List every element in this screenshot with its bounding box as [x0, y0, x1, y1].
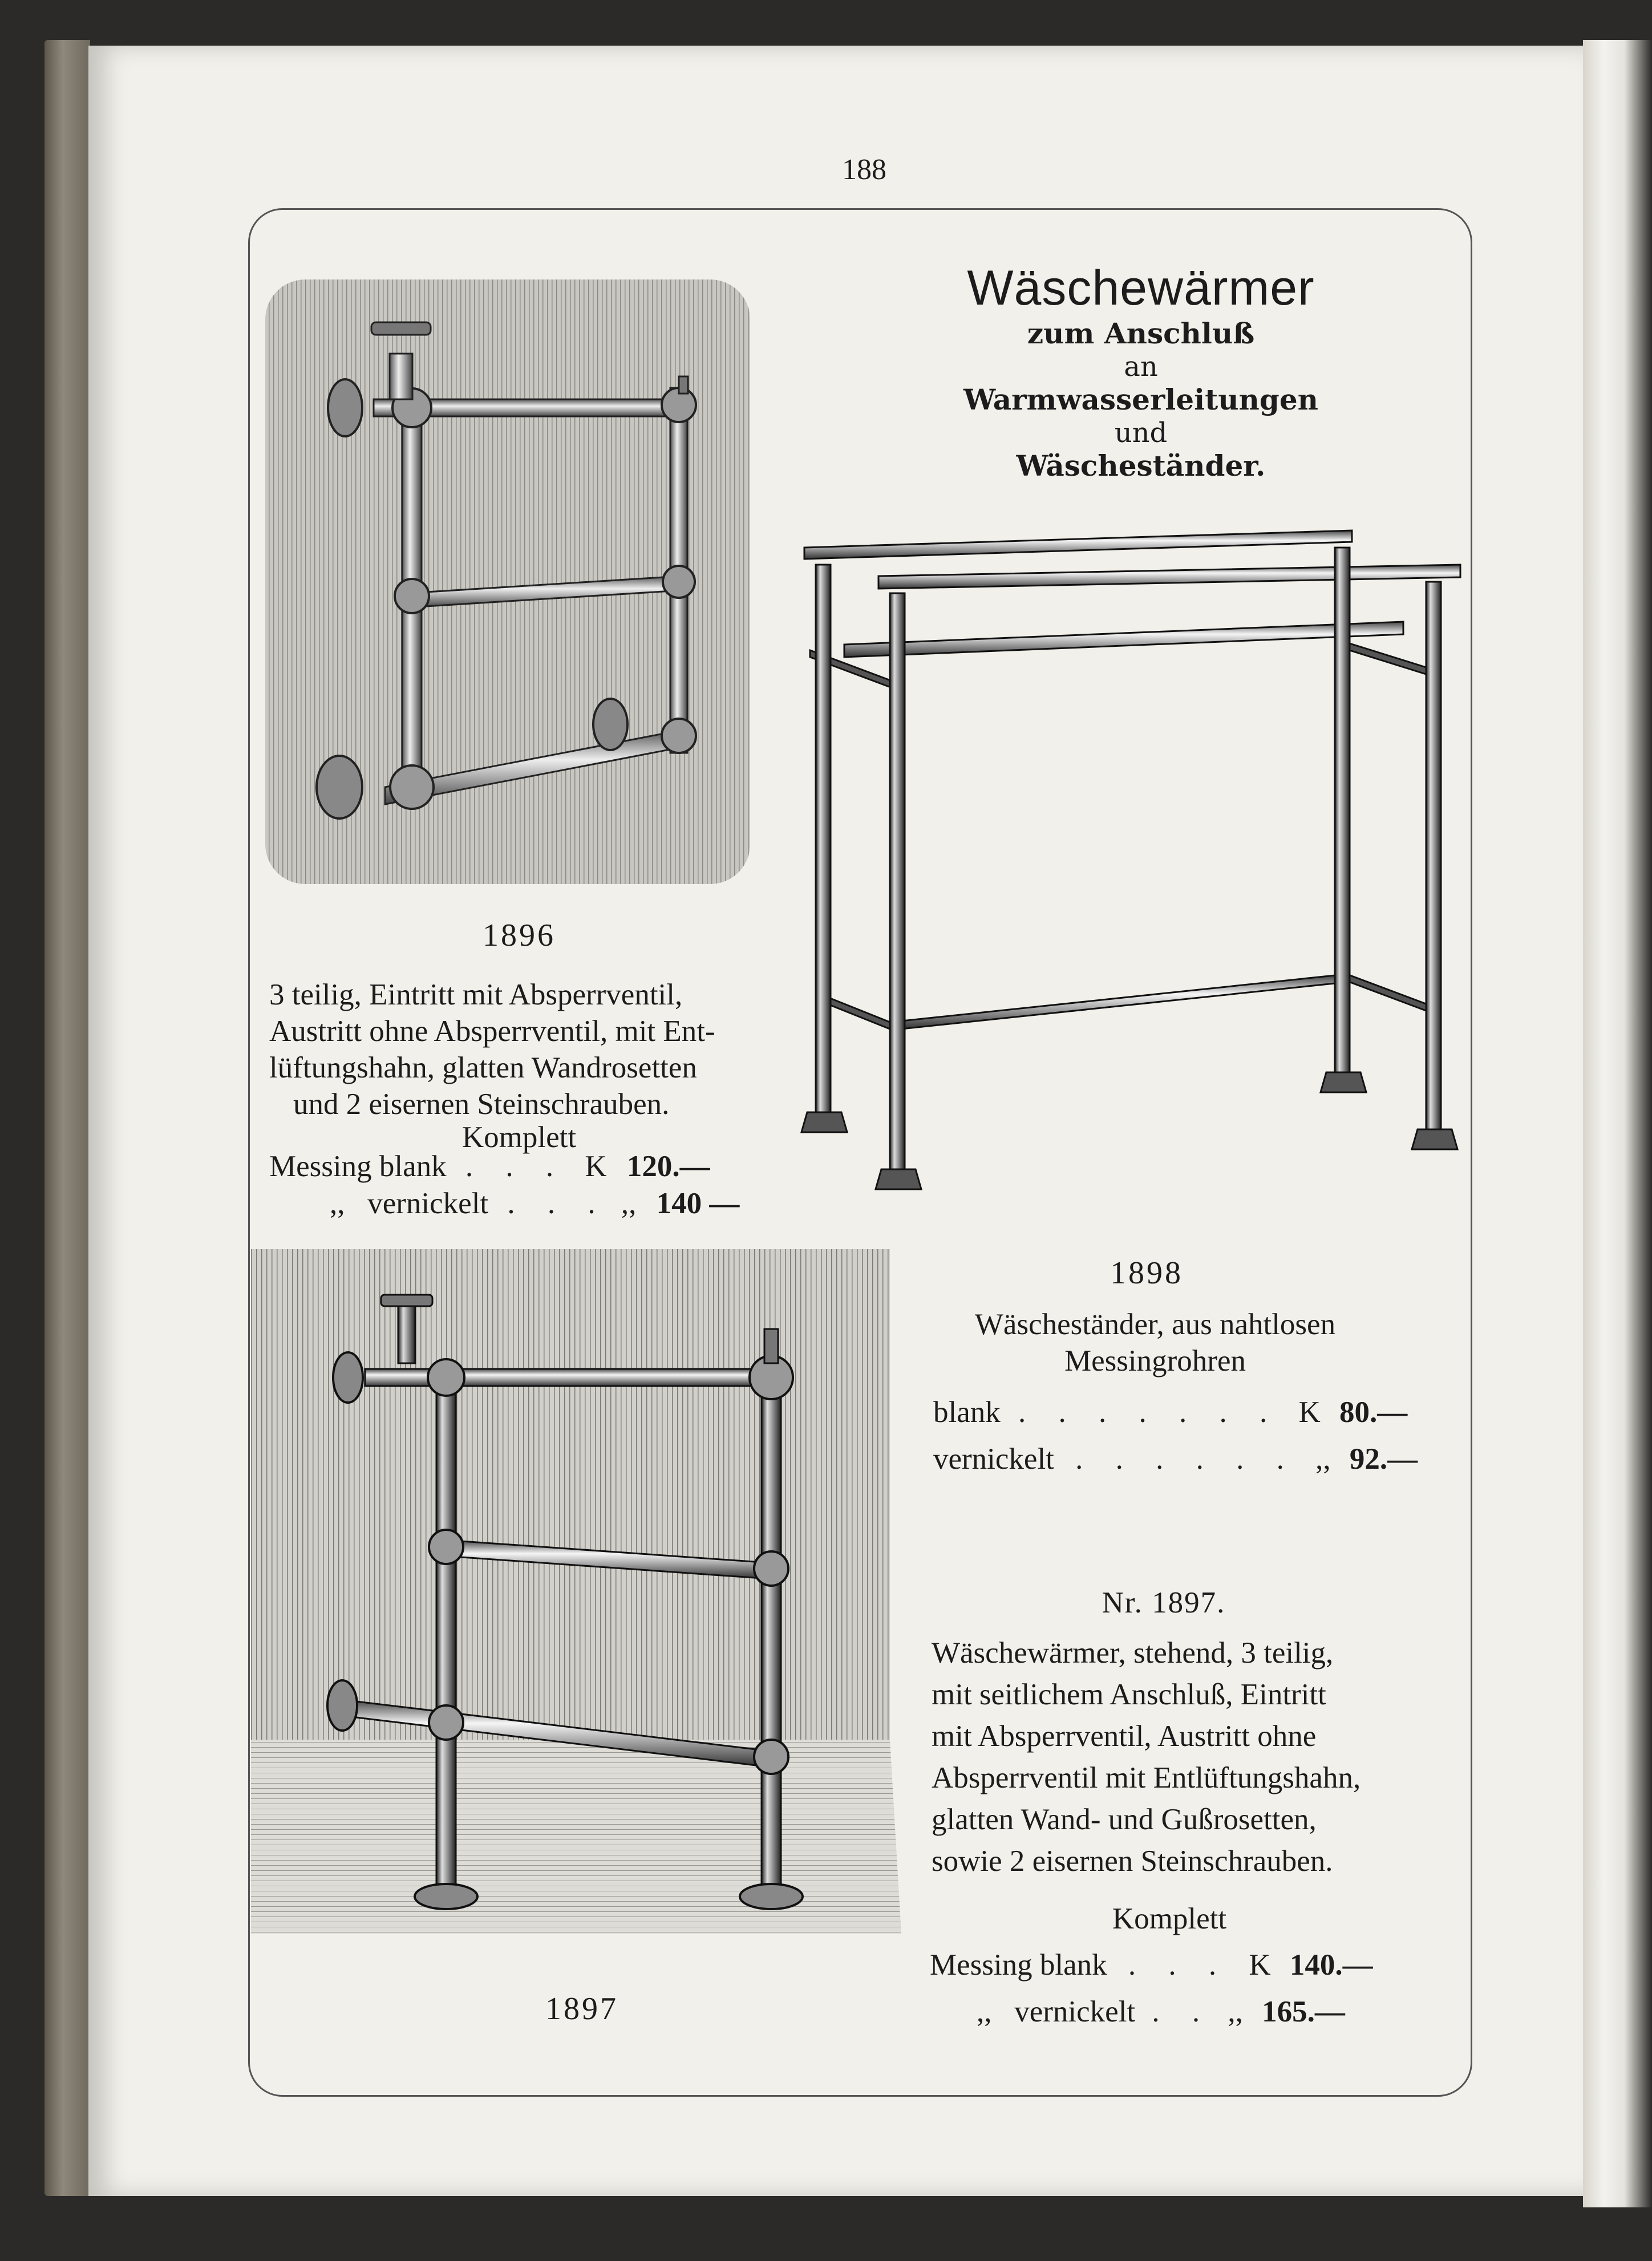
item-1898-number: 1898 — [1110, 1255, 1183, 1291]
item-1896-number: 1896 — [483, 918, 556, 953]
price-currency: ,, — [1228, 1995, 1243, 2028]
price-amount: 92.— — [1349, 1442, 1418, 1476]
item-1896-line: 3 teilig, Eintritt mit Absperrventil, — [269, 978, 683, 1011]
price-currency: K — [1249, 1948, 1271, 1982]
item-1897-line: sowie 2 eisernen Steinschrauben. — [932, 1845, 1333, 1878]
illustration-1896-towel-warmer — [260, 274, 756, 890]
illustration-1897-standing-warmer — [251, 1249, 901, 1934]
item-1897-line: mit seitlichem Anschluß, Eintritt — [932, 1678, 1326, 1711]
item-1898-price-nickel — [933, 1442, 1418, 1476]
price-dots: . . . — [1128, 1948, 1229, 1982]
price-label: ,, vernickelt — [330, 1187, 489, 1220]
item-1898-description — [913, 1306, 1398, 1379]
catalog-heading — [901, 260, 1380, 483]
price-currency: K — [585, 1150, 607, 1183]
price-dots: . . . — [465, 1150, 566, 1183]
item-1897-description — [932, 1632, 1422, 1882]
price-dots: . . . . . . — [1075, 1442, 1297, 1476]
item-1897-price-blank — [930, 1948, 1373, 1982]
heading-line4: Warmwasserleitungen — [963, 383, 1319, 416]
price-currency: ,, — [621, 1187, 637, 1220]
price-currency: K — [1298, 1396, 1321, 1429]
price-label: Messing blank — [930, 1948, 1107, 1982]
item-1897-price-nickel — [977, 1995, 1345, 2029]
page-number: 188 — [842, 153, 886, 186]
item-1896-price-nickel — [330, 1186, 739, 1221]
item-1897-line: Wäschewärmer, stehend, 3 teilig, — [932, 1636, 1334, 1670]
price-amount: 165.— — [1262, 1995, 1345, 2028]
heading-line3: an — [1124, 351, 1158, 383]
item-1897-line: glatten Wand- und Gußrosetten, — [932, 1803, 1317, 1836]
price-currency: ,, — [1315, 1442, 1331, 1476]
price-dots: . . . — [507, 1187, 608, 1220]
item-1898-line: Messingrohren — [1064, 1344, 1246, 1377]
item-1897-heading: Nr. 1897. — [1102, 1586, 1226, 1619]
item-1896-price-blank — [269, 1149, 710, 1184]
item-1897-number: 1897 — [545, 1991, 618, 2027]
heading-title: Wäschewärmer — [967, 261, 1315, 315]
price-amount: 120.— — [626, 1150, 710, 1183]
price-amount: 140 — — [656, 1187, 740, 1220]
item-1896-line: Austritt ohne Absperrventil, mit Ent- — [269, 1015, 715, 1048]
item-1896-komplett: Komplett — [461, 1121, 577, 1154]
facing-page-edge — [1583, 40, 1652, 2207]
price-amount: 80.— — [1339, 1396, 1408, 1429]
book-spine-edge — [44, 40, 90, 2196]
illustration-1898-clothes-stand — [787, 513, 1483, 1255]
item-1898-price-blank — [933, 1395, 1407, 1429]
heading-line6: Wäscheständer. — [1016, 449, 1266, 483]
price-label: blank — [933, 1396, 1001, 1429]
price-amount: 140.— — [1289, 1948, 1373, 1982]
item-1897-line: mit Absperrventil, Austritt ohne — [932, 1720, 1317, 1753]
price-dots: . . — [1152, 1995, 1213, 2028]
item-1897-komplett: Komplett — [1112, 1902, 1227, 1935]
price-label: ,, vernickelt — [977, 1995, 1136, 2028]
item-1898-line: Wäscheständer, aus nahtlosen — [974, 1308, 1336, 1341]
price-dots: . . . . . . . — [1018, 1396, 1280, 1429]
item-1896-line: lüftungshahn, glatten Wandrosetten — [269, 1051, 697, 1084]
price-label: vernickelt — [933, 1442, 1054, 1476]
item-1896-description — [269, 976, 766, 1123]
price-label: Messing blank — [269, 1150, 447, 1183]
item-1897-line: Absperrventil mit Entlüftungshahn, — [932, 1761, 1361, 1794]
heading-line5: und — [1114, 417, 1168, 449]
item-1896-line: und 2 eisernen Steinschrauben. — [293, 1088, 670, 1121]
heading-line2: zum Anschluß — [1027, 317, 1255, 350]
